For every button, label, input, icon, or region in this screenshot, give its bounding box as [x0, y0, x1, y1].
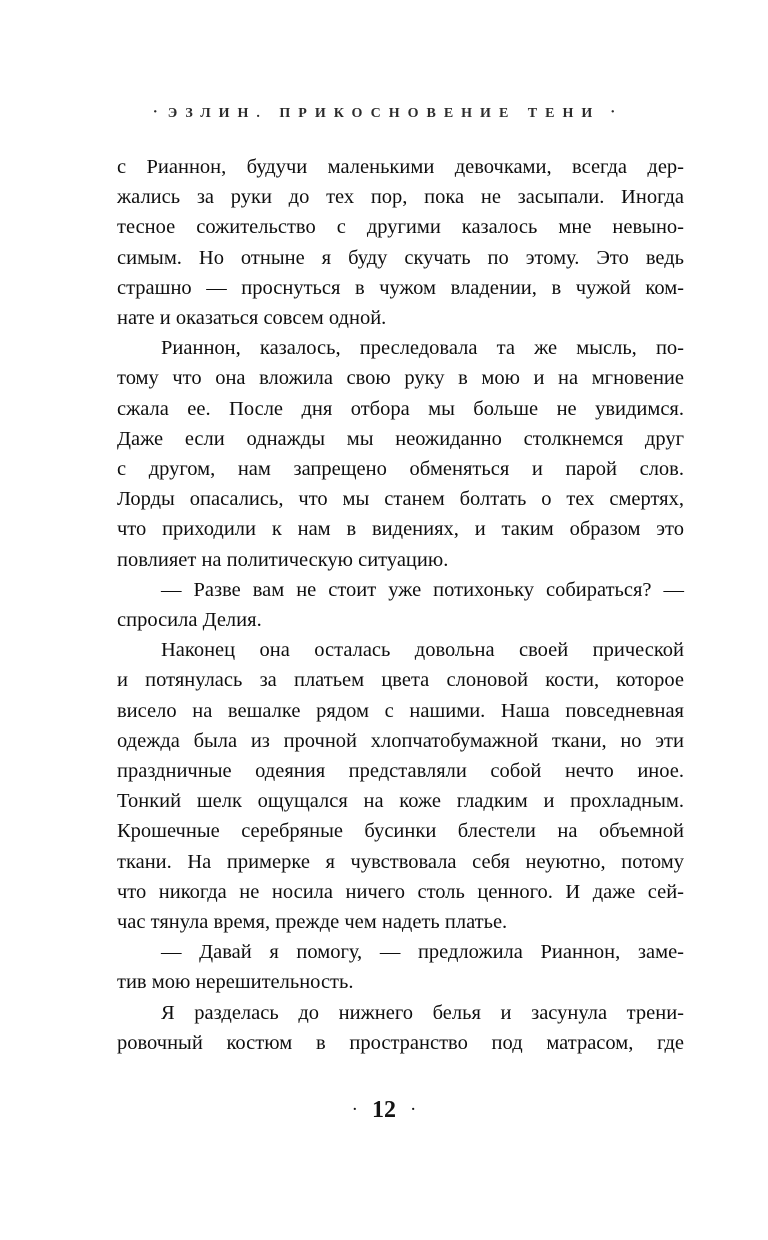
text-line: ткани. На примерке я чувствовала себя неуютно, потому: [117, 850, 684, 873]
text-line: — Давай я помогу, — предложила Рианнон, заме-: [161, 941, 684, 964]
text-line: с Рианнон, будучи маленькими девочками, всегда дер-: [117, 156, 684, 178]
text-line: сжала ее. После дня отбора мы больше не увидимся.: [117, 397, 684, 420]
text-line: страшно — проснуться в чужом владении, в чужой ком-: [117, 276, 684, 299]
header-ornament-right: ·: [610, 104, 616, 120]
text-line: Тонкий шелк ощущался на коже гладким и прохладным.: [117, 790, 684, 813]
page-number: 12: [372, 1097, 396, 1123]
text-line: Я разделась до нижнего белья и засунула трени-: [161, 1001, 684, 1024]
text-line: симым. Но отныне я буду скучать по этому. Это ведь: [117, 246, 684, 269]
page-number-line: [0, 1097, 768, 1124]
text-line: — Разве вам не стоит уже потихоньку собираться? —: [161, 578, 684, 601]
running-header: [0, 104, 768, 122]
text-line: что никогда не носила ничего столь ценного. И даже сей-: [117, 880, 684, 903]
text-line: висело на вешалке рядом с нашими. Наша повседневная: [117, 699, 684, 722]
text-line: с другом, нам запрещено обменяться и парой слов.: [117, 458, 684, 481]
text-line: час тянула время, прежде чем надеть платье.: [117, 911, 508, 934]
text-line: жались за руки до тех пор, пока не засыпали. Иногда: [117, 186, 684, 209]
text-line: ровочный костюм в пространство под матрасом, где: [117, 1031, 684, 1054]
text-line: Рианнон, казалось, преследовала та же мысль, по-: [161, 337, 684, 360]
body-text: [117, 152, 684, 1058]
text-line: Даже если однажды мы неожиданно столкнемся друг: [117, 427, 684, 450]
text-line: Наконец она осталась довольна своей прической: [161, 639, 684, 662]
text-line: нате и оказаться совсем одной.: [117, 307, 387, 330]
text-line: Крошечные серебряные бусинки блестели на объемной: [117, 820, 684, 843]
text-line: тесное сожительство с другими казалось мне невыно-: [117, 216, 684, 239]
text-line: праздничные одеяния представляли собой нечто иное.: [117, 760, 684, 783]
text-line: спросила Делия.: [117, 609, 262, 632]
text-line: одежда была из прочной хлопчатобумажной ткани, но эти: [117, 729, 684, 752]
book-title: ЭЗЛИН. ПРИКОСНОВЕНИЕ ТЕНИ: [167, 106, 601, 121]
text-line: Лорды опасались, что мы станем болтать о тех смертях,: [117, 488, 684, 511]
text-line: и потянулась за платьем цвета слоновой кости, которое: [117, 669, 684, 692]
folio-ornament-left: ·: [351, 1099, 358, 1120]
text-line: повлияет на политическую ситуацию.: [117, 548, 449, 571]
text-line: тив мою нерешительность.: [117, 971, 354, 994]
folio-ornament-right: ·: [410, 1099, 417, 1120]
text-line: что приходили к нам в видениях, и таким образом это: [117, 518, 684, 541]
header-ornament-left: ·: [152, 104, 158, 120]
text-line: тому что она вложила свою руку в мою и на мгновение: [117, 367, 684, 390]
